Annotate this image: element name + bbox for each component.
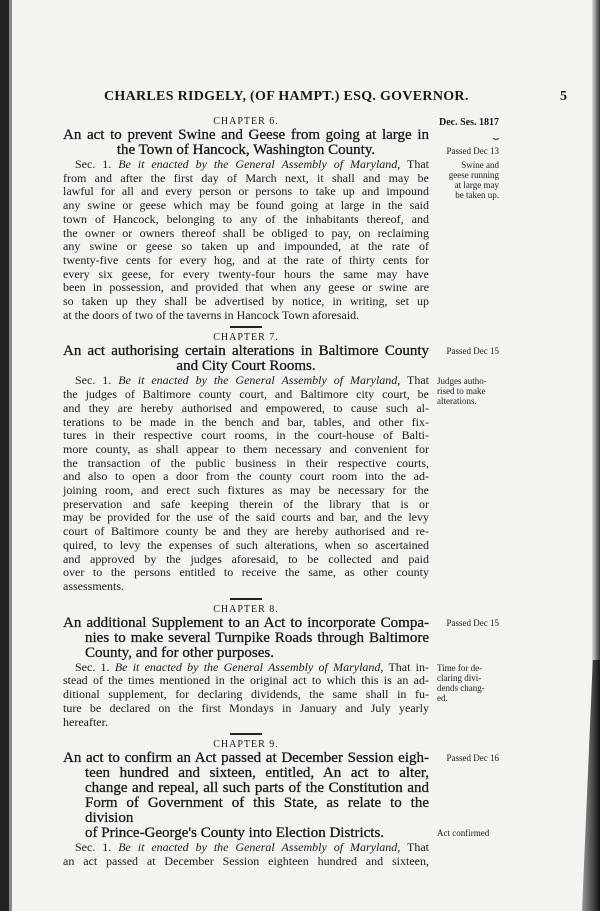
body-line: over to the persons entitled to receive the same, as other county [63,565,429,580]
body-line: and they are hereby authorised and empowered, to cause such al- [63,400,429,415]
first-line-rest: That [407,157,430,171]
chapter-label: CHAPTER 9. [213,739,279,751]
body-line: any swine or geese which may be found going at large in the said [63,198,429,213]
act-title-line: of Prince-George's County into Election Districts. [85,825,385,842]
body-line: been in possession, and provided that when any geese or swine are [63,280,429,295]
body-line: joining room, and erect such fixtures as may be necessary for the [63,483,429,498]
act-title-line: and City Court Rooms. [176,358,316,375]
first-line-rest: That [407,840,430,855]
body-line: and also to open a door from the county court room into the ad- [63,469,429,484]
act-title-line: change and repeal, all such parts of the Constitution and [85,780,429,797]
body-line: an act passed at December Session eighteen hundred and sixteen, [63,853,429,868]
section-number: Sec. 1. [75,659,110,674]
enacting-clause: Be it enacted by the General Assembly of Maryland, [118,157,401,171]
body-line: tures in their respective court rooms, in the court-house of Balti- [63,428,429,443]
act-title-line: An additional Supplement to an Act to incorporate Compa- [63,614,429,631]
marginal-line: claring divi- [437,672,482,683]
act-title-line: An act to prevent Swine and Geese from going at large in [63,127,429,143]
page-number: 5 [560,89,567,104]
body-line: stead of the times mentioned in the original act to which this is an ad- [63,673,429,688]
marginal-summary [437,376,499,406]
first-line-rest: That [407,373,430,388]
body-line: assessments. [63,578,124,593]
body-line: twenty-five cents for every hog, and at the rate of thirty cents for [63,252,429,267]
chapter-label: CHAPTER 8. [213,603,279,615]
marginal-line: Time for de- [437,662,483,673]
scan-left-edge [0,0,9,911]
body-line: from and after the first day of March next, it shall and may be [63,170,429,185]
chapter-6 [63,116,499,328]
chapter-label: CHAPTER 6. [213,116,279,127]
marginal-line: alterations. [437,396,477,407]
marginal-line: Act confirmed [437,828,490,839]
body-line: hereafter. [63,714,108,729]
body-line: the transaction of the public business in their respective courts, [63,455,429,470]
marginal-line: be taken up. [455,190,499,200]
body-line: town of Hancock, belonging to any of the inhabitants thereof, and [63,211,429,226]
marginal-line: dends chang- [437,682,485,693]
section-number: Sec. 1. [75,840,112,855]
passed-date-note: Passed Dec 13 [446,146,499,156]
body-line: every six geese, for every twenty-four hours the same may have [63,266,429,281]
marginal-line: geese running [448,170,499,180]
chapter-9 [63,739,499,868]
section-number: Sec. 1. [75,157,112,171]
marginal-summary [437,663,499,703]
page-body [63,116,499,869]
marginal-line: Judges autho- [437,376,487,387]
section-number: Sec. 1. [75,373,112,388]
body-line: court of Baltimore county be and they are hereby authorised and re- [63,524,429,539]
act-title-line: County, and for other purposes. [85,644,274,661]
body-line: so taken up they shall be advertised by notice, in writing, set up [63,294,429,309]
act-title-line: An act to confirm an Act passed at December Session eigh- [63,750,429,767]
scan-right-shadow [582,660,600,911]
section-divider [230,598,262,600]
chapter-8 [63,603,499,736]
section-divider [230,733,262,735]
body-line: may be provided for the use of the said courts and bar, and the levy [63,510,429,525]
section-divider [230,326,262,328]
body-line: more county, as shall appear to them necessary and convenient for [63,441,429,456]
body-line: any swine or geese so taken up and impounded, at the rate of [63,239,429,254]
marginal-summary [437,160,499,200]
marginal-line: Swine and [461,160,499,170]
act-title-line: Form of Government of this State, as relate to the division [85,795,429,827]
passed-date-note: Passed Dec 15 [446,617,499,628]
scan-left-shadow [9,0,12,911]
body-line: the owner or owners thereof shall be obliged to pay, on reclaiming [63,225,429,240]
body-line: terations to be made in the bench and bar, tables, and other fix- [63,414,429,429]
session-note: Dec. Ses. 1817 [439,117,499,128]
act-title-line: An act authorising certain alterations in Baltimore County [63,343,429,360]
body-line: lawful for all and every person or persons to take up and impound [63,184,429,199]
body-line: preservation and safe keeping therein of the library that is or [63,496,429,511]
marginal-line: ed. [437,692,448,703]
passed-date-note: Passed Dec 16 [446,753,499,764]
act-title-line: nies to make several Turnpike Roads through Baltimore [85,629,429,646]
enacting-clause: Be it enacted by the General Assembly of Maryland, [114,659,384,674]
enacting-clause: Be it enacted by the General Assembly of Maryland, [118,373,401,388]
body-line: the judges of Baltimore county court, and Baltimore city court, be [63,387,429,402]
body-line: ture be declared on the first Mondays in January and July yearly [63,700,429,715]
marginal-line: rised to make [437,386,486,397]
passed-date-note: Passed Dec 15 [446,346,499,357]
body-line: ditional supplement, for declaring dividends, the same shall in fu- [63,687,429,702]
first-line-rest: That in- [388,659,430,674]
body-line: quired, to levy the expenses of such alterations, when so ascertained [63,537,429,552]
brace-icon: ⏟ [493,129,499,140]
section-first-line [63,661,429,675]
marginal-line: at large may [454,180,499,190]
running-header: CHARLES RIDGELY, (OF HAMPT.) ESQ. GOVERNOR. [104,89,469,104]
section-first-line [63,158,429,172]
section-first-line [63,841,429,855]
body-line: and approved by the judges aforesaid, to be collected and paid [63,551,429,566]
body-line: at the doors of two of the taverns in Hancock Town aforesaid. [63,307,360,322]
marginal-summary [437,828,499,838]
section-first-line [63,374,429,388]
chapter-7 [63,332,499,599]
act-title-line: teen hundred and sixteen, entitled, An act to alter, [85,765,429,782]
enacting-clause: Be it enacted by the General Assembly of Maryland, [118,840,401,855]
chapter-label: CHAPTER 7. [213,332,279,344]
act-title-line: the Town of Hancock, Washington County. [116,142,376,158]
